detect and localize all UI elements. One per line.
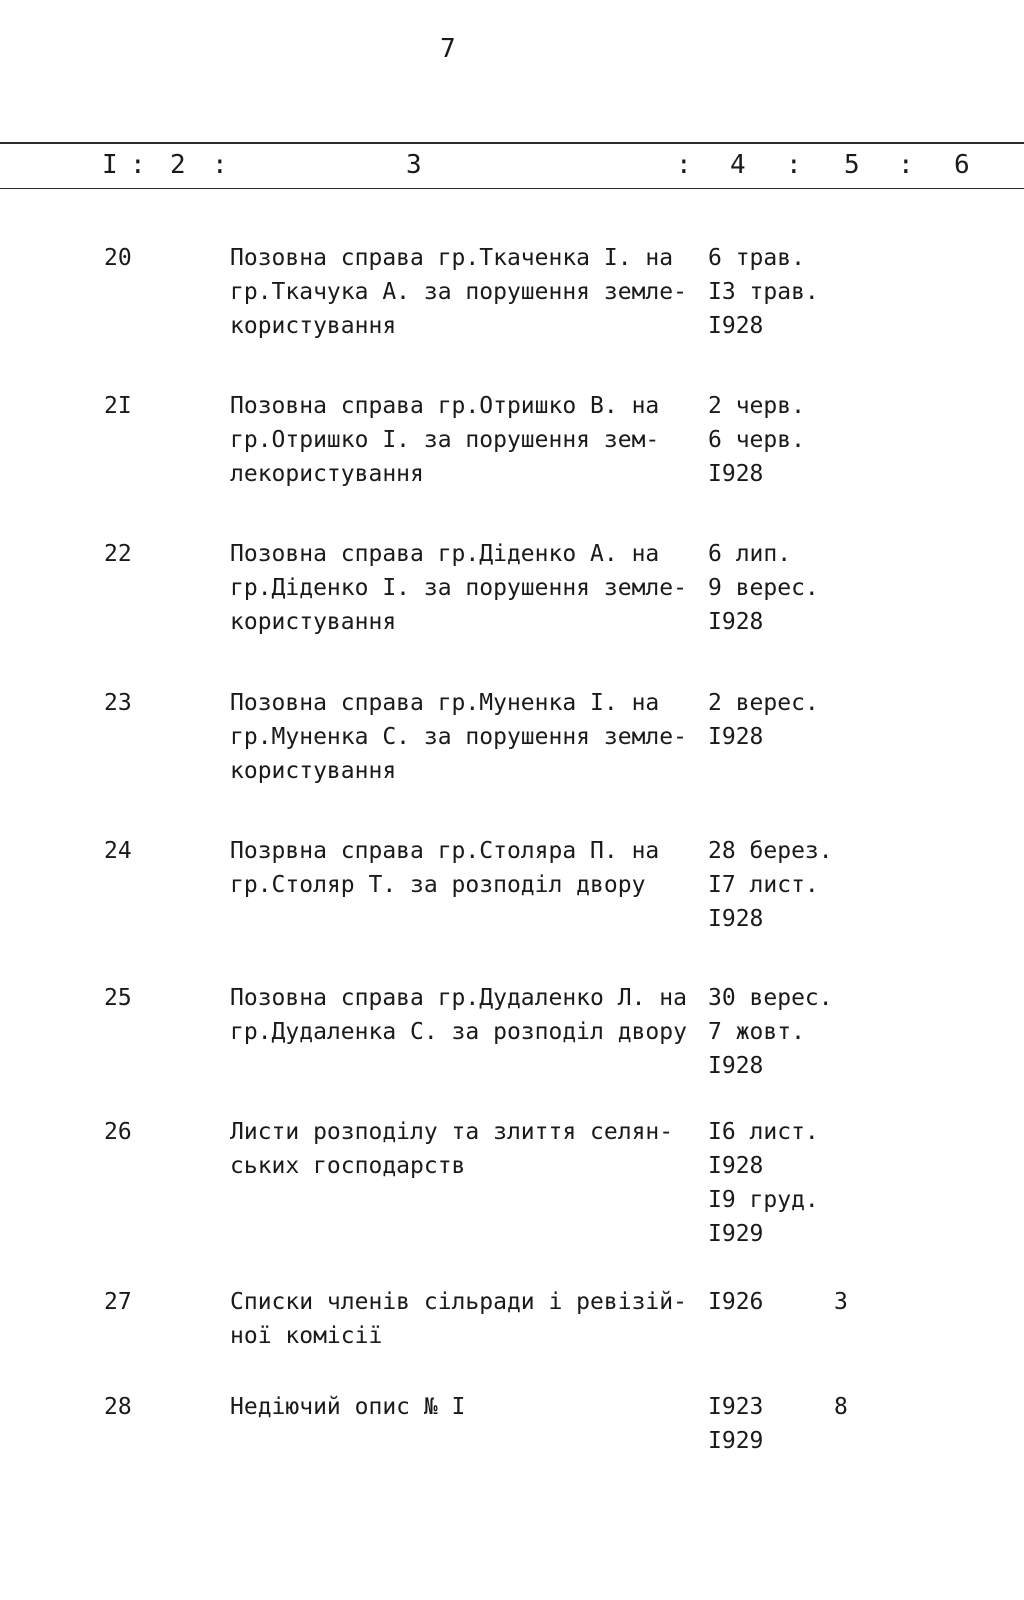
item-title-line: Позовна справа гр.Ткаченка І. на [230, 245, 674, 271]
column-header-3: 3 [406, 150, 422, 180]
item-title [230, 389, 700, 491]
item-title [230, 981, 700, 1049]
item-title-line: Позрвна справа гр.Столяра П. на [230, 838, 660, 864]
item-title [230, 686, 700, 788]
item-title-line: гр.Столяр Т. за розподіл двору [230, 872, 646, 898]
item-date-line: 6 лип. [708, 541, 792, 567]
item-date-line: I928 [708, 724, 764, 750]
item-date-line: I928 [708, 1053, 764, 1079]
item-date-line: I928 [708, 461, 764, 487]
column-separator: : [786, 150, 802, 180]
item-dates [708, 1285, 763, 1319]
item-title-line: користування [230, 609, 397, 635]
item-date-line: I929 [708, 1428, 764, 1454]
item-date-line: I9 груд. [708, 1187, 819, 1213]
column-header-4: 4 [730, 150, 746, 180]
column-separator: : [130, 150, 146, 180]
item-dates [708, 981, 833, 1083]
item-number: 27 [104, 1289, 132, 1315]
item-date-line: 2 черв. [708, 393, 805, 419]
item-title-line: Позовна справа гр.Муненка І. на [230, 690, 660, 716]
item-number: 26 [104, 1119, 132, 1145]
item-number: 25 [104, 985, 132, 1011]
item-title [230, 1285, 700, 1353]
column-header-6: 6 [954, 150, 970, 180]
item-dates [708, 241, 819, 343]
item-title [230, 241, 700, 343]
item-date-line: I923 [708, 1394, 764, 1420]
item-title [230, 1390, 700, 1424]
column-separator: : [676, 150, 692, 180]
item-date-line: I6 лист. [708, 1119, 819, 1145]
item-title-line: гр.Отришко І. за порушення зем- [230, 427, 660, 453]
item-title [230, 537, 700, 639]
item-number: 20 [104, 245, 132, 271]
item-title [230, 1115, 700, 1183]
item-title-line: Позовна справа гр.Дудаленко Л. на [230, 985, 687, 1011]
column-header-2: 2 [170, 150, 186, 180]
item-dates [708, 1390, 763, 1458]
item-date-line: I928 [708, 313, 764, 339]
item-date-line: I926 [708, 1289, 764, 1315]
item-date-line: 2 верес. [708, 690, 819, 716]
item-date-line: I7 лист. [708, 872, 819, 898]
item-number: 22 [104, 541, 132, 567]
item-title-line: гр.Ткачука А. за порушення земле- [230, 279, 687, 305]
item-title-line: Недіючий опис № I [230, 1394, 466, 1420]
item-date-line: 6 трав. [708, 245, 805, 271]
item-number: 24 [104, 838, 132, 864]
item-title-line: Позовна справа гр.Діденко А. на [230, 541, 660, 567]
item-title-line: гр.Дудаленка С. за розподіл двору [230, 1019, 687, 1045]
item-number: 28 [104, 1394, 132, 1420]
item-title-line: Листи розподілу та злиття селян- [230, 1119, 674, 1145]
item-title-line: користування [230, 758, 397, 784]
item-dates [708, 537, 819, 639]
item-sheet-count: 3 [834, 1289, 848, 1315]
item-date-line: I928 [708, 1153, 764, 1179]
item-title [230, 834, 700, 902]
item-title-line: ських господарств [230, 1153, 466, 1179]
item-dates [708, 686, 819, 754]
item-sheet-count: 8 [834, 1394, 848, 1420]
item-title-line: гр.Діденко І. за порушення земле- [230, 575, 687, 601]
item-date-line: 9 верес. [708, 575, 819, 601]
item-title-line: лекористування [230, 461, 424, 487]
item-title-line: користування [230, 313, 397, 339]
column-separator: : [212, 150, 228, 180]
header-top-rule [0, 142, 1024, 144]
item-number: 23 [104, 690, 132, 716]
item-date-line: I3 трав. [708, 279, 819, 305]
column-header-1: I [102, 150, 118, 180]
header-bottom-rule [0, 188, 1024, 189]
item-date-line: 6 черв. [708, 427, 805, 453]
item-date-line: 7 жовт. [708, 1019, 805, 1045]
item-dates [708, 834, 833, 936]
item-title-line: ної комісії [230, 1323, 383, 1349]
column-header-5: 5 [844, 150, 860, 180]
item-title-line: Списки членів сільради і ревізій- [230, 1289, 687, 1315]
item-date-line: I928 [708, 906, 764, 932]
page-number: 7 [440, 34, 456, 64]
column-separator: : [898, 150, 914, 180]
item-date-line: I929 [708, 1221, 764, 1247]
item-dates [708, 1115, 819, 1251]
item-date-line: I928 [708, 609, 764, 635]
item-dates [708, 389, 805, 491]
item-title-line: гр.Муненка С. за порушення земле- [230, 724, 687, 750]
item-date-line: 30 верес. [708, 985, 833, 1011]
item-date-line: 28 берез. [708, 838, 833, 864]
item-title-line: Позовна справа гр.Отришко В. на [230, 393, 660, 419]
item-number: 2I [104, 393, 132, 419]
